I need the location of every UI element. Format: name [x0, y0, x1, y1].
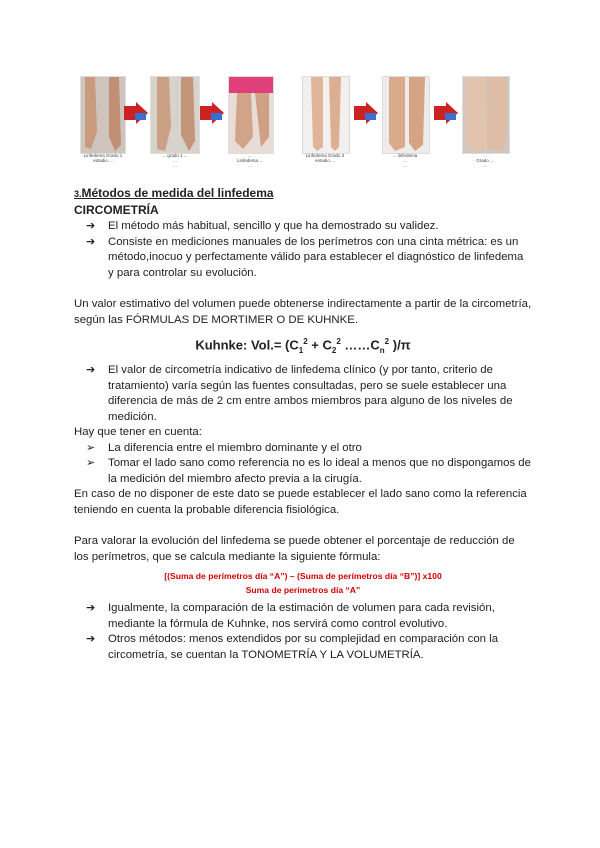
list-item: ➔ Consiste en mediciones manuales de los perímetros con una cinta métrica: es un método,inocuo y perfectamente válido para establecer el diagnóstico de linfedema y para controlar su evolución. — [86, 235, 524, 279]
document-body — [74, 186, 532, 663]
section-number: 3. — [74, 189, 82, 199]
paragraph: Un valor estimativo del volumen puede obtenerse indirectamente a partir de la circometría, según las FÓRMULAS DE MORTIMER O DE KUHNKE. — [74, 298, 532, 326]
triangle-bullet-icon: ➢ — [86, 457, 96, 470]
list-item: ➔ El valor de circometría indicativo de linfedema clínico (y por tanto, criterio de tratamiento) varía según las fuentes consultadas, pero se suele establecer una diferencia de más de 2 cm entre ambos miembros para alguno de los niveles de medición. — [86, 364, 513, 423]
stage-caption-5: ... linfedema ... ... — [392, 153, 418, 168]
bullet-list-1 — [74, 219, 532, 281]
stage-photo-1 — [80, 76, 126, 154]
arrow-bullet-icon: ➔ — [86, 235, 96, 248]
stage-photo-6 — [462, 76, 510, 154]
progression-arrow-icon — [124, 102, 148, 124]
section-title: Métodos de medida del linfedema — [81, 186, 274, 200]
stage-photo-5 — [382, 76, 430, 154]
progression-arrow-icon — [200, 102, 224, 124]
arrow-bullet-icon: ➔ — [86, 602, 96, 615]
progression-arrow-icon — [354, 102, 378, 124]
bullet-list-3 — [74, 441, 532, 488]
paragraph: En caso de no disponer de este dato se puede establecer el lado sano como la referencia teniendo en cuenta la probable diferencia fisiológica. — [74, 488, 527, 516]
list-item: ➢ La diferencia entre el miembro dominante y el otro — [86, 441, 532, 457]
reduction-formula-denominator: Suma de perímetros día “A” — [245, 585, 361, 596]
stage-photo-3 — [228, 76, 274, 154]
triangle-bullet-icon: ➢ — [86, 441, 96, 454]
stage-photo-2 — [150, 76, 200, 154]
arrow-bullet-icon: ➔ — [86, 633, 96, 646]
lymphedema-stages-figure — [70, 76, 530, 176]
section-heading — [74, 186, 532, 203]
paragraph: Para valorar la evolución del linfedema se puede obtener el porcentaje de reducción de los perímetros, que se calcula mediante la siguiente fórmula: — [74, 535, 515, 563]
stage-caption-6: ... Grado ... ... — [476, 153, 494, 168]
stage-caption-2: ... grado 1 ... ... ... — [162, 153, 188, 168]
stage-caption-1: Linfedema Grado 1 estadio ... — [83, 153, 123, 163]
paragraph: Hay que tener en cuenta: — [74, 426, 202, 439]
reduction-formula-numerator: [(Suma de perímetros día “A”) – (Suma de perímetros día “B”)] x100 — [164, 571, 442, 582]
bullet-list-4 — [74, 601, 532, 663]
stage-photo-4 — [302, 76, 350, 154]
stage-caption-3: ... Linfedema ... ... — [236, 153, 263, 168]
stage-caption-4: Linfedema Grado 3 estadio ... — [305, 153, 345, 163]
subsection-heading: CIRCOMETRÍA — [74, 202, 159, 217]
arrow-bullet-icon: ➔ — [86, 364, 96, 377]
list-item: ➢ Tomar el lado sano como referencia no es lo ideal a menos que no dispongamos de la medición del miembro afecto previa a la cirugía. — [86, 457, 531, 485]
progression-arrow-icon — [434, 102, 458, 124]
list-item: ➔ El método más habitual, sencillo y que ha demostrado su validez. — [86, 219, 532, 235]
list-item: ➔ Igualmente, la comparación de la estimación de volumen para cada revisión, mediante la fórmula de Kuhnke, nos servirá como control evolutivo. — [86, 602, 495, 630]
kuhnke-formula: Kuhnke: $Vol.= (C_1^2 + C_2^2$ $\dots\dots C_n^2$ )/π — [195, 337, 411, 355]
list-item: ➔ Otros métodos: menos extendidos por su complejidad en comparación con la circometría, se cuentan la TONOMETRÍA Y LA VOLUMETRÍA. — [86, 633, 499, 661]
bullet-list-2 — [74, 363, 532, 425]
arrow-bullet-icon: ➔ — [86, 220, 96, 232]
